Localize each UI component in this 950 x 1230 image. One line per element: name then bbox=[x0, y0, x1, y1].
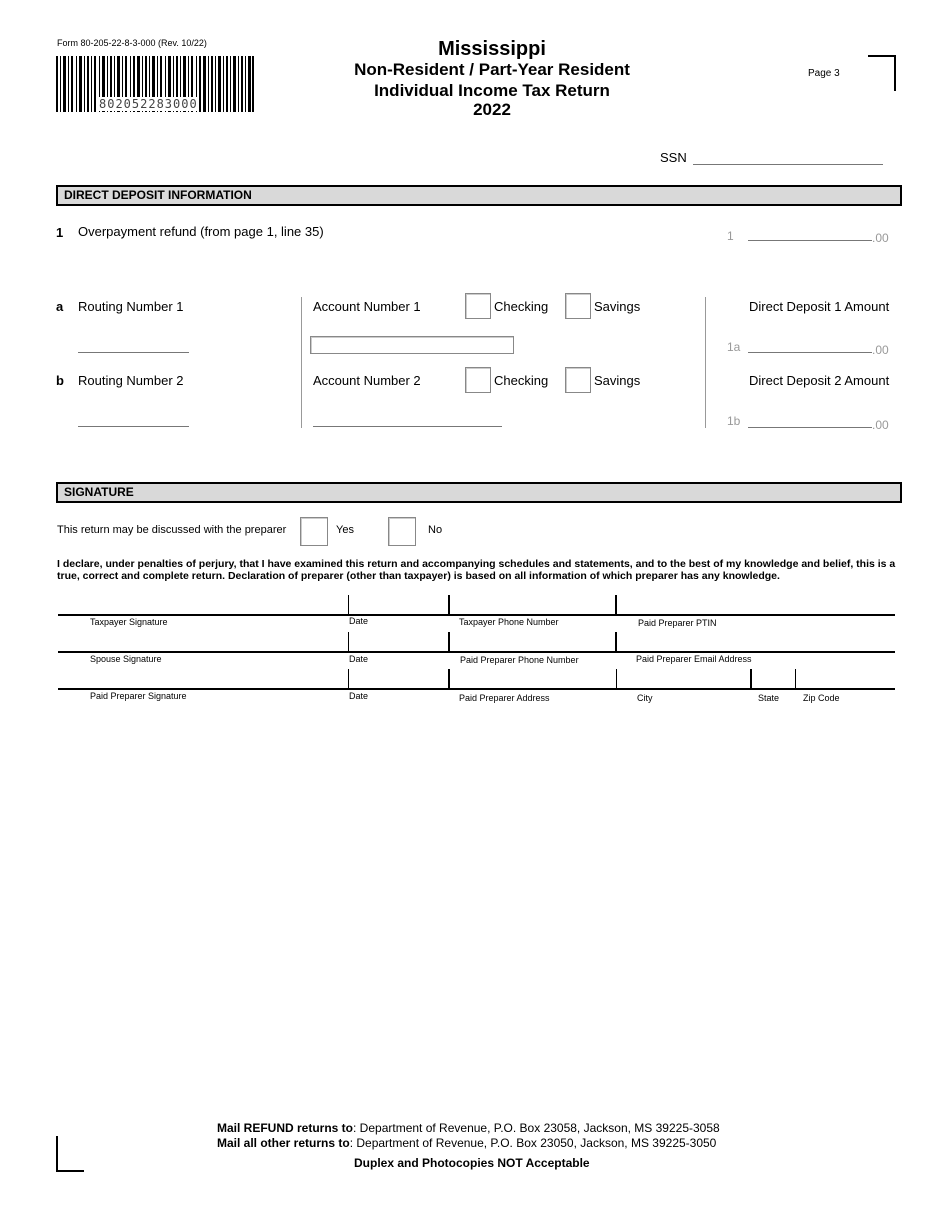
city-label: City bbox=[637, 693, 653, 703]
savings-1-checkbox[interactable] bbox=[565, 293, 591, 319]
direct-deposit-2-amount-field[interactable] bbox=[748, 427, 872, 428]
sig-row2-divider-email bbox=[615, 632, 617, 651]
mail-other-line bbox=[217, 1136, 716, 1150]
line-1b-ref: 1b bbox=[727, 414, 741, 428]
line-1-number: 1 bbox=[56, 225, 64, 240]
account-number-1-field[interactable] bbox=[310, 336, 514, 354]
checking-1-label: Checking bbox=[494, 299, 549, 314]
spouse-date-label: Date bbox=[349, 654, 369, 664]
title-residency: Non-Resident / Part-Year Resident bbox=[354, 60, 630, 79]
routing-number-2-label: Routing Number 2 bbox=[78, 373, 184, 388]
sig-row3-divider-address bbox=[448, 669, 450, 688]
line-1-cents: .00 bbox=[872, 231, 889, 245]
sig-row1-line bbox=[58, 614, 895, 616]
taxpayer-signature-field[interactable] bbox=[58, 595, 346, 614]
preparer-email-label: Paid Preparer Email Address bbox=[636, 654, 752, 664]
discuss-no-label: No bbox=[428, 524, 443, 536]
form-id: Form 80-205-22-8-3-000 (Rev. 10/22) bbox=[57, 38, 207, 48]
routing-number-2-field[interactable] bbox=[78, 426, 189, 427]
title-year: 2022 bbox=[473, 100, 511, 119]
row-b-letter: b bbox=[56, 373, 64, 388]
preparer-ptin-label: Paid Preparer PTIN bbox=[638, 618, 717, 628]
ssn-field[interactable] bbox=[693, 164, 883, 165]
direct-deposit-header: DIRECT DEPOSIT INFORMATION bbox=[56, 185, 902, 206]
page-number: Page 3 bbox=[808, 68, 840, 79]
savings-2-checkbox[interactable] bbox=[565, 367, 591, 393]
mail-refund-address: : Department of Revenue, P.O. Box 23058, Jackson, MS 39225-3058 bbox=[353, 1121, 720, 1135]
row-a-letter: a bbox=[56, 299, 64, 314]
line-1b-cents: .00 bbox=[872, 418, 889, 432]
checking-2-checkbox[interactable] bbox=[465, 367, 491, 393]
barcode-number: 802052283000 bbox=[99, 97, 198, 111]
sig-row1-divider-date bbox=[348, 595, 349, 614]
registration-mark-top-right bbox=[868, 55, 896, 91]
account-number-1-label: Account Number 1 bbox=[313, 299, 421, 314]
spouse-signature-label: Spouse Signature bbox=[90, 654, 162, 664]
spouse-signature-field[interactable] bbox=[58, 632, 346, 651]
sig-row3-divider-date bbox=[348, 669, 349, 688]
discuss-no-checkbox[interactable] bbox=[388, 517, 416, 546]
mail-other-address: : Department of Revenue, P.O. Box 23050, Jackson, MS 39225-3050 bbox=[349, 1136, 717, 1150]
sig-row2-line bbox=[58, 651, 895, 653]
taxpayer-date-label: Date bbox=[349, 616, 369, 626]
overpayment-refund-field[interactable] bbox=[748, 240, 872, 241]
mail-refund-bold: Mail REFUND returns to bbox=[217, 1121, 354, 1135]
preparer-signature-label: Paid Preparer Signature bbox=[90, 691, 187, 701]
title-return: Individual Income Tax Return bbox=[374, 81, 610, 100]
line-1-ref: 1 bbox=[727, 229, 734, 243]
perjury-declaration: I declare, under penalties of perjury, that I have examined this return and accompanying schedules and statements, and to the best of my knowledge and belief, this is a true, correct and complete return. Declaration of preparer (other than taxpayer) is based on all information of which preparer has any knowledge. bbox=[57, 558, 896, 582]
discuss-yes-checkbox[interactable] bbox=[300, 517, 328, 546]
divider-right bbox=[705, 297, 706, 428]
checking-1-checkbox[interactable] bbox=[465, 293, 491, 319]
duplex-notice: Duplex and Photocopies NOT Acceptable bbox=[354, 1156, 590, 1170]
preparer-signature-field[interactable] bbox=[58, 669, 346, 688]
routing-number-1-field[interactable] bbox=[78, 352, 189, 353]
signature-header: SIGNATURE bbox=[56, 482, 902, 503]
direct-deposit-2-amount-label: Direct Deposit 2 Amount bbox=[749, 373, 890, 388]
zip-code-label: Zip Code bbox=[803, 693, 840, 703]
routing-number-1-label: Routing Number 1 bbox=[78, 299, 184, 314]
taxpayer-signature-label: Taxpayer Signature bbox=[90, 617, 168, 627]
preparer-phone-label: Paid Preparer Phone Number bbox=[460, 655, 579, 665]
sig-row3-line bbox=[58, 688, 895, 690]
discuss-yes-label: Yes bbox=[336, 524, 354, 536]
sig-row1-divider-ptin bbox=[615, 595, 617, 614]
sig-row3-divider-state bbox=[750, 669, 752, 688]
title-state: Mississippi bbox=[438, 38, 546, 60]
line-1-label: Overpayment refund (from page 1, line 35) bbox=[78, 224, 324, 239]
preparer-address-label: Paid Preparer Address bbox=[459, 693, 550, 703]
state-label: State bbox=[758, 693, 780, 703]
savings-1-label: Savings bbox=[594, 299, 641, 314]
direct-deposit-1-amount-field[interactable] bbox=[748, 352, 872, 353]
preparer-date-label: Date bbox=[349, 691, 369, 701]
direct-deposit-1-amount-label: Direct Deposit 1 Amount bbox=[749, 299, 890, 314]
sig-row2-divider-date bbox=[348, 632, 349, 651]
savings-2-label: Savings bbox=[594, 373, 641, 388]
checking-2-label: Checking bbox=[494, 373, 549, 388]
sig-row3-divider-city bbox=[616, 669, 617, 688]
line-1a-cents: .00 bbox=[872, 343, 889, 357]
line-1a-ref: 1a bbox=[727, 340, 741, 354]
sig-row3-divider-zip bbox=[795, 669, 796, 688]
ssn-label: SSN bbox=[660, 150, 687, 165]
account-number-2-label: Account Number 2 bbox=[313, 373, 421, 388]
mail-refund-line bbox=[217, 1121, 720, 1135]
account-number-2-field[interactable] bbox=[313, 426, 502, 427]
taxpayer-phone-label: Taxpayer Phone Number bbox=[459, 617, 559, 627]
sig-row1-divider-phone bbox=[448, 595, 450, 614]
discuss-with-preparer-label: This return may be discussed with the preparer bbox=[57, 524, 287, 536]
registration-mark-bottom-left bbox=[56, 1136, 84, 1172]
divider-left bbox=[301, 297, 302, 428]
mail-other-bold: Mail all other returns to bbox=[217, 1136, 350, 1150]
sig-row2-divider-phone bbox=[448, 632, 450, 651]
